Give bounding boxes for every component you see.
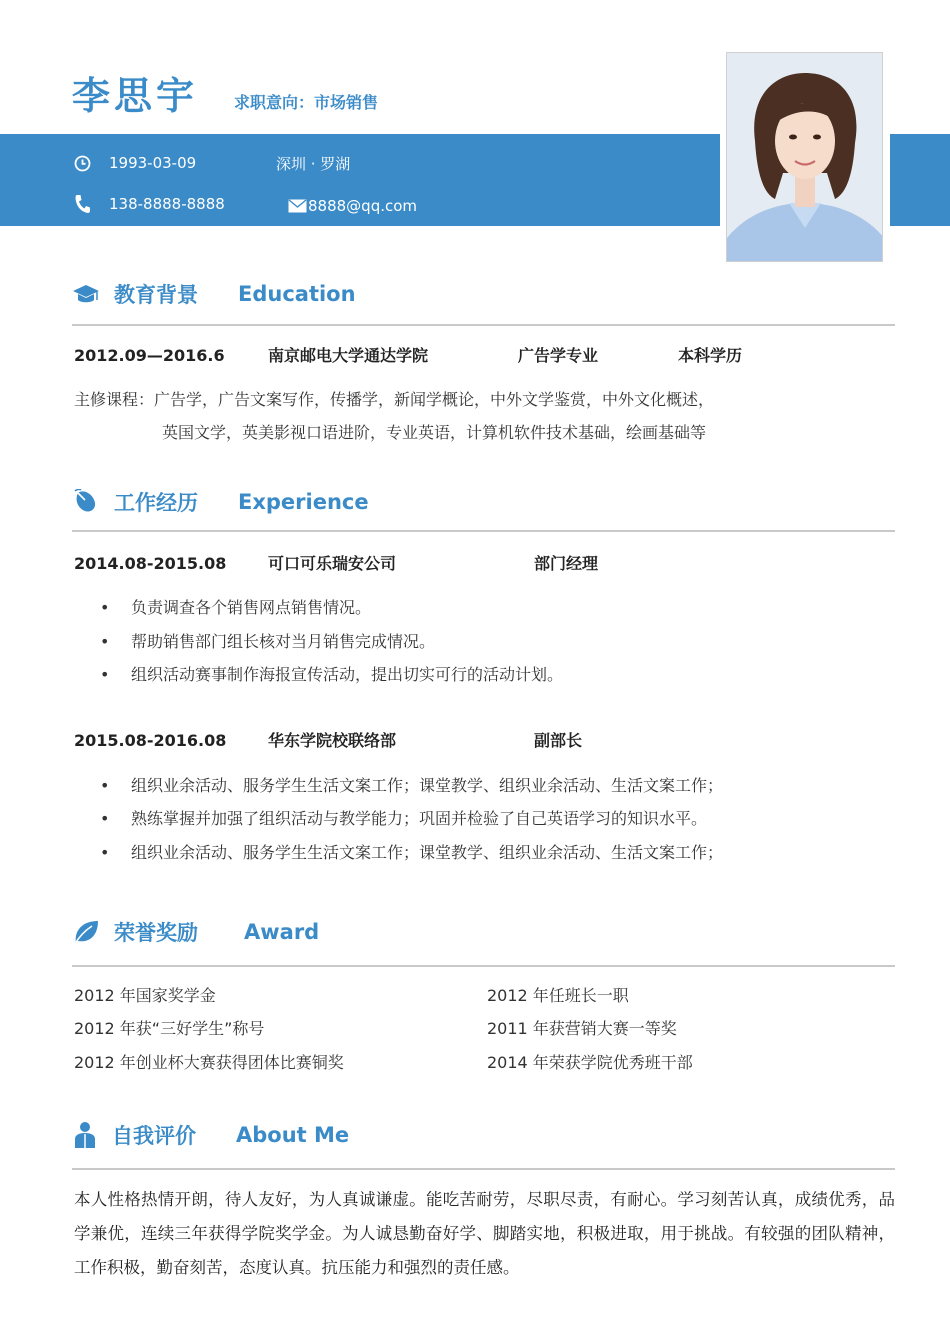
- job-2-role: 副部长: [534, 731, 583, 750]
- job-1-role: 部门经理: [534, 554, 599, 573]
- about-text: 本人性格热情开朗，待人友好，为人真诚谦虚。能吃苦耐劳，尽职尽责，有耐心。学习刻苦认真，成绩优秀，品学兼优，连续三年获得学院奖学金。为人诚恳勤奋好学、脚踏实地，积极进取，用于挑战。有较强的团队精神，工作积极，勤奋刻苦，态度认真。抗压能力和强烈的责任感。: [74, 1190, 895, 1277]
- education-header: [72, 278, 356, 310]
- courses-line-1: 主修课程：广告学，广告文案写作，传播学，新闻学概论，中外文学鉴赏，中外文化概述，: [74, 390, 715, 409]
- profile-photo: [726, 52, 883, 262]
- award-header: [72, 916, 319, 948]
- person-icon: [72, 1121, 98, 1149]
- award-item: 2012 年国家奖学金: [74, 986, 216, 1005]
- contact-band-right: [890, 134, 950, 226]
- clock-icon: [74, 155, 91, 172]
- job-2-bullet: • 组织业余活动、服务学生生活文案工作；课堂教学、组织业余活动、生活文案工作；: [100, 843, 724, 862]
- education-degree: 本科学历: [678, 346, 743, 365]
- mouse-icon: [72, 489, 100, 515]
- about-header: [72, 1119, 349, 1151]
- job-2-bullet: • 熟练掌握并加强了组织活动与教学能力；巩固并检验了自己英语学习的知识水平。: [100, 809, 708, 828]
- email: 8888@qq.com: [308, 197, 418, 215]
- courses-line-2: 英国文学，英美影视口语进阶，专业英语，计算机软件技术基础，绘画基础等: [162, 423, 707, 442]
- candidate-name: 李思宇: [72, 74, 199, 118]
- birthdate-row: [74, 153, 196, 173]
- education-title-en: Education: [238, 282, 356, 306]
- location-row: [276, 154, 350, 174]
- education-divider: [72, 324, 895, 326]
- experience-title-cn: 工作经历: [114, 491, 198, 515]
- job-2-company: 华东学院校联络部: [268, 731, 397, 750]
- education-title-cn: 教育背景: [114, 283, 198, 307]
- award-divider: [72, 965, 895, 967]
- phone-icon: [74, 194, 91, 214]
- graduation-cap-icon: [72, 283, 100, 305]
- job-intent: 求职意向：市场销售: [234, 93, 379, 112]
- job-1-period: 2014.08-2015.08: [74, 554, 227, 573]
- email-row: [288, 196, 417, 216]
- birthdate: 1993-03-09: [109, 154, 197, 172]
- job-1-bullet: • 组织活动赛事制作海报宣传活动，提出切实可行的活动计划。: [100, 665, 564, 684]
- leaf-icon: [72, 919, 100, 945]
- mail-icon: [288, 199, 307, 213]
- award-item: 2012 年任班长一职: [487, 986, 629, 1005]
- experience-title-en: Experience: [238, 490, 369, 514]
- phone-row: [74, 194, 225, 214]
- about-title-cn: 自我评价: [112, 1124, 196, 1148]
- award-title-cn: 荣誉奖励: [114, 921, 198, 945]
- job-1-company: 可口可乐瑞安公司: [268, 554, 397, 573]
- phone: 138-8888-8888: [109, 195, 225, 213]
- about-title-en: About Me: [236, 1123, 350, 1147]
- award-item: 2011 年获营销大赛一等奖: [487, 1019, 677, 1038]
- education-period: 2012.09—2016.6: [74, 346, 225, 365]
- job-1-bullet: • 帮助销售部门组长核对当月销售完成情况。: [100, 632, 436, 651]
- award-item: 2014 年荣获学院优秀班干部: [487, 1053, 693, 1072]
- education-school: 南京邮电大学通达学院: [268, 346, 429, 365]
- location: 深圳 · 罗湖: [276, 155, 351, 173]
- experience-header: [72, 486, 369, 518]
- job-2-bullet: • 组织业余活动、服务学生生活文案工作；课堂教学、组织业余活动、生活文案工作；: [100, 776, 724, 795]
- about-divider: [72, 1168, 895, 1170]
- job-1-bullet: • 负责调查各个销售网点销售情况。: [100, 598, 372, 617]
- award-item: 2012 年创业杯大赛获得团体比赛铜奖: [74, 1053, 344, 1072]
- award-title-en: Award: [244, 920, 320, 944]
- experience-divider: [72, 530, 895, 532]
- job-2-period: 2015.08-2016.08: [74, 731, 227, 750]
- award-item: 2012 年获“三好学生”称号: [74, 1019, 265, 1038]
- education-major: 广告学专业: [518, 346, 599, 365]
